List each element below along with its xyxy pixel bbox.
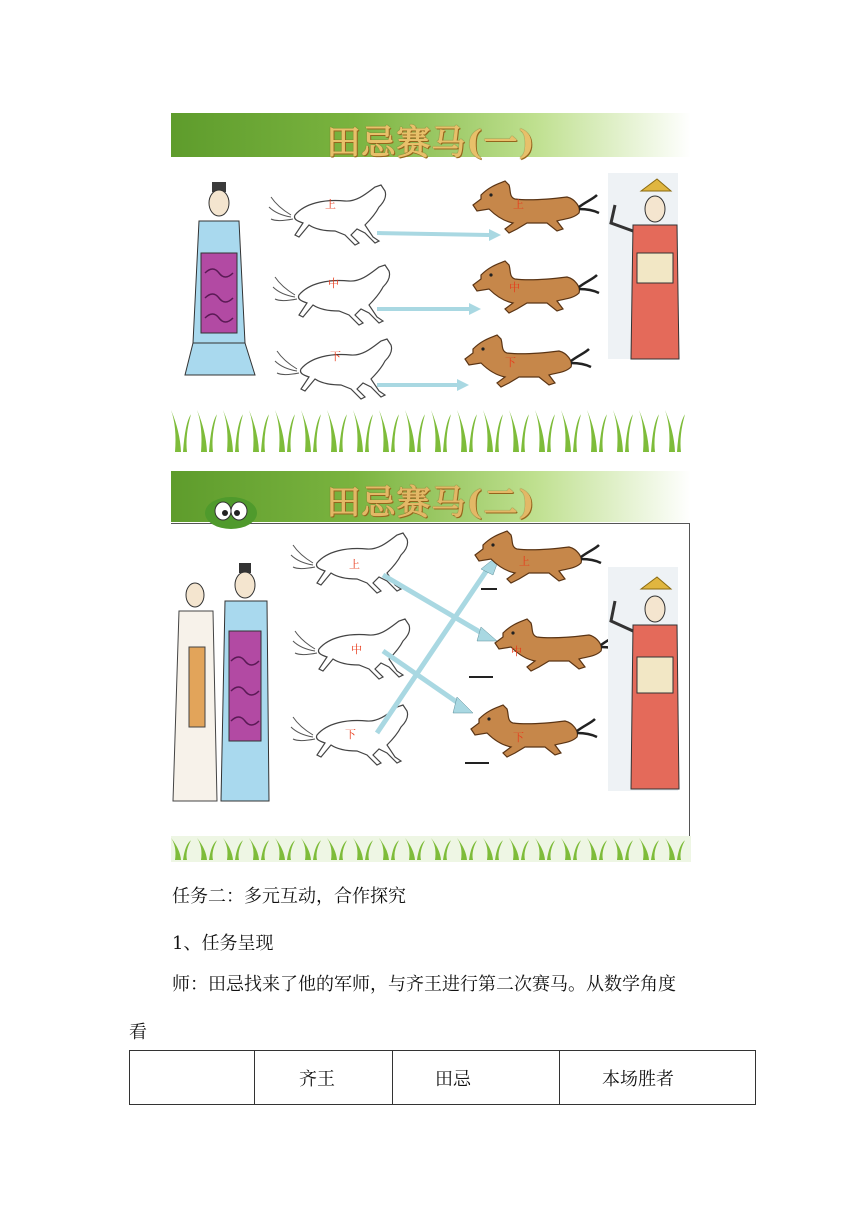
qi-horse-label-top: 上 xyxy=(519,555,530,568)
tianji-horse-middle xyxy=(273,265,390,325)
slide-tianji-race-two xyxy=(171,471,691,862)
tianji-horse-top xyxy=(269,185,386,245)
race-arrows xyxy=(377,229,501,391)
qi-horse-bottom xyxy=(471,705,597,757)
grass-border xyxy=(171,408,691,454)
slide-title: 田忌赛马(一) xyxy=(326,123,536,163)
teacher-paragraph: 师：田忌找来了他的军师，与齐王进行第二次赛马。从数学角度 xyxy=(172,974,676,995)
tianji-horse-label-middle: 中 xyxy=(351,643,362,656)
tianji-and-sunbin-figures xyxy=(173,563,269,801)
table-header-row xyxy=(130,1051,756,1105)
qi-horse-label-bottom: 下 xyxy=(513,731,524,744)
table-cell-empty xyxy=(130,1051,255,1105)
frog-mascot-icon xyxy=(205,497,257,529)
qi-horse-top xyxy=(473,181,599,233)
slide-title: 田忌赛马(二) xyxy=(326,483,536,523)
item-one-heading: 1、任务呈现 xyxy=(172,933,274,954)
slide-illustration xyxy=(171,113,691,454)
grass-border xyxy=(171,836,691,862)
king-qi-figure xyxy=(608,567,679,791)
tianji-horse-label-top: 上 xyxy=(349,558,360,571)
tianji-horse-label-bottom: 下 xyxy=(330,350,341,363)
qi-horse-bottom xyxy=(465,335,591,387)
slide-illustration xyxy=(171,471,691,862)
tianji-figure xyxy=(185,182,255,375)
qi-horse-top xyxy=(475,531,601,583)
tianji-horse-label-middle: 中 xyxy=(328,277,339,290)
race-result-table xyxy=(129,1050,756,1105)
qi-horse-label-middle: 中 xyxy=(511,645,522,658)
tianji-horse-label-bottom: 下 xyxy=(345,728,356,741)
qi-horse-label-bottom: 下 xyxy=(505,356,516,369)
tianji-horse-label-top: 上 xyxy=(325,198,336,211)
table-header-tian-ji: 田忌 xyxy=(393,1051,560,1105)
slide-tianji-race-one xyxy=(171,113,691,454)
teacher-paragraph-continuation: 看 xyxy=(129,1022,147,1043)
king-qi-figure xyxy=(608,173,679,359)
task-two-heading: 任务二：多元互动，合作探究 xyxy=(172,886,406,907)
table-header-winner: 本场胜者 xyxy=(560,1051,756,1105)
qi-horse-label-top: 上 xyxy=(513,198,524,211)
table-header-qi-wang: 齐王 xyxy=(255,1051,393,1105)
qi-horse-label-middle: 中 xyxy=(509,281,520,294)
qi-horse-middle xyxy=(473,261,599,313)
